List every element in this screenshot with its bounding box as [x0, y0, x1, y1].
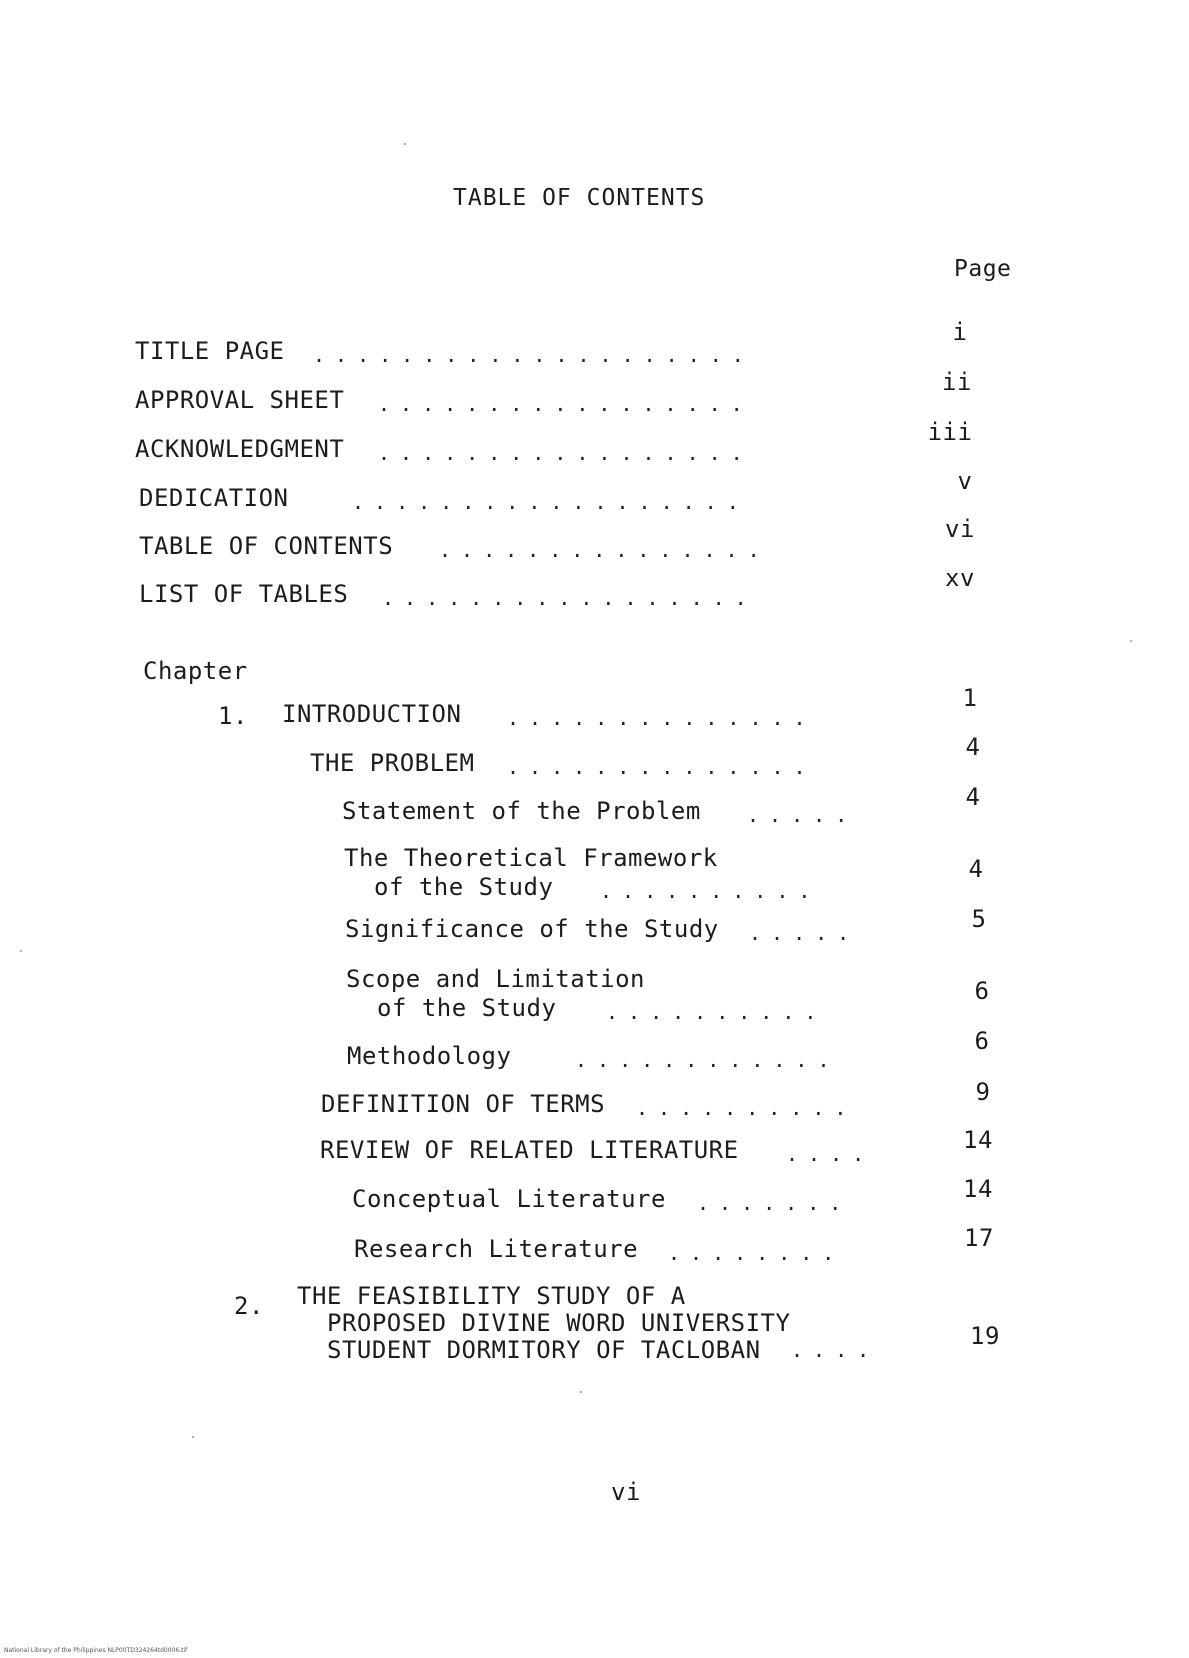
scan-source-note: National Library of the Philippines NLP00TD324264td0006.tif [4, 1647, 188, 1654]
toc-page-number: 19 [970, 1322, 1000, 1350]
scan-speck [20, 950, 22, 952]
toc-entry-label: The Theoretical Framework [344, 844, 718, 872]
toc-page-number: 4 [965, 783, 981, 811]
leader-dots: .................... [313, 343, 754, 367]
toc-entry-label: APPROVAL SHEET [135, 386, 345, 414]
chapter-heading: Chapter [143, 657, 248, 685]
scan-speck [1130, 640, 1132, 642]
toc-page-number: ii [942, 368, 972, 396]
scan-speck [192, 1436, 194, 1438]
toc-page-number: 5 [971, 905, 987, 933]
toc-entry-label: Research Literature [354, 1235, 639, 1263]
page-column-header: Page [954, 256, 1012, 282]
leader-dots: ............ [575, 1048, 840, 1072]
toc-page-number: i [952, 318, 968, 346]
leader-dots: .... [791, 1338, 880, 1362]
toc-entry-label: INTRODUCTION [282, 700, 462, 728]
leader-dots: .............. [507, 706, 816, 730]
toc-entry-label: Significance of the Study [345, 915, 719, 943]
leader-dots: ..... [747, 803, 858, 827]
leader-dots: .......... [606, 1000, 827, 1024]
toc-entry-label: ACKNOWLEDGMENT [135, 435, 345, 463]
page-number: vi [611, 1478, 641, 1506]
toc-page-number: 17 [964, 1224, 994, 1252]
leader-dots: ................. [382, 586, 757, 610]
toc-entry-label: THE FEASIBILITY STUDY OF A [297, 1282, 686, 1310]
leader-dots: .... [786, 1142, 875, 1166]
toc-page-number: 14 [963, 1175, 993, 1203]
toc-page-number: xv [945, 564, 975, 592]
toc-entry-label: Scope and Limitation [346, 965, 645, 993]
toc-page-number: 1 [962, 684, 978, 712]
toc-entry-label: Conceptual Literature [352, 1185, 666, 1213]
toc-page-number: 14 [963, 1126, 993, 1154]
toc-page-number: 9 [975, 1078, 991, 1106]
scan-speck [580, 1391, 582, 1393]
leader-dots: ....... [697, 1191, 852, 1215]
toc-entry-label: LIST OF TABLES [139, 580, 349, 608]
toc-page-number: vi [945, 515, 975, 543]
toc-entry-label: Statement of the Problem [342, 797, 701, 825]
toc-page-number: 4 [968, 855, 984, 883]
document-title: TABLE OF CONTENTS [453, 185, 706, 211]
toc-page-number: iii [927, 418, 973, 446]
toc-page-number: 6 [974, 977, 990, 1005]
toc-entry-label: DEFINITION OF TERMS [321, 1090, 606, 1118]
leader-dots: ................. [378, 392, 753, 416]
toc-page-number: v [957, 467, 973, 495]
toc-entry-label: Methodology [347, 1042, 512, 1070]
toc-entry-label: REVIEW OF RELATED LITERATURE [320, 1136, 739, 1164]
toc-page-number: 4 [965, 733, 981, 761]
toc-entry-label-continued: of the Study [377, 994, 557, 1022]
toc-entry-label: DEDICATION [139, 484, 289, 512]
toc-entry-label-continued: PROPOSED DIVINE WORD UNIVERSITY [327, 1309, 791, 1337]
toc-page-number: 6 [974, 1027, 990, 1055]
toc-entry-label: TABLE OF CONTENTS [139, 532, 394, 560]
leader-dots: .................. [352, 490, 749, 514]
leader-dots: ........ [668, 1241, 845, 1265]
leader-dots: .......... [600, 879, 821, 903]
chapter-number: 1. [218, 702, 248, 730]
chapter-number: 2. [234, 1292, 264, 1320]
leader-dots: ............... [439, 538, 770, 562]
toc-entry-label-continued: of the Study [374, 873, 554, 901]
leader-dots: .......... [636, 1096, 857, 1120]
leader-dots: ................. [378, 441, 753, 465]
leader-dots: ..... [749, 921, 860, 945]
scan-speck [404, 143, 406, 145]
toc-entry-feasibility-study [297, 1283, 790, 1364]
toc-entry-label-continued: STUDENT DORMITORY OF TACLOBAN [327, 1336, 761, 1364]
toc-entry-label: TITLE PAGE [135, 337, 285, 365]
toc-entry-label: THE PROBLEM [310, 749, 475, 777]
leader-dots: .............. [507, 755, 816, 779]
